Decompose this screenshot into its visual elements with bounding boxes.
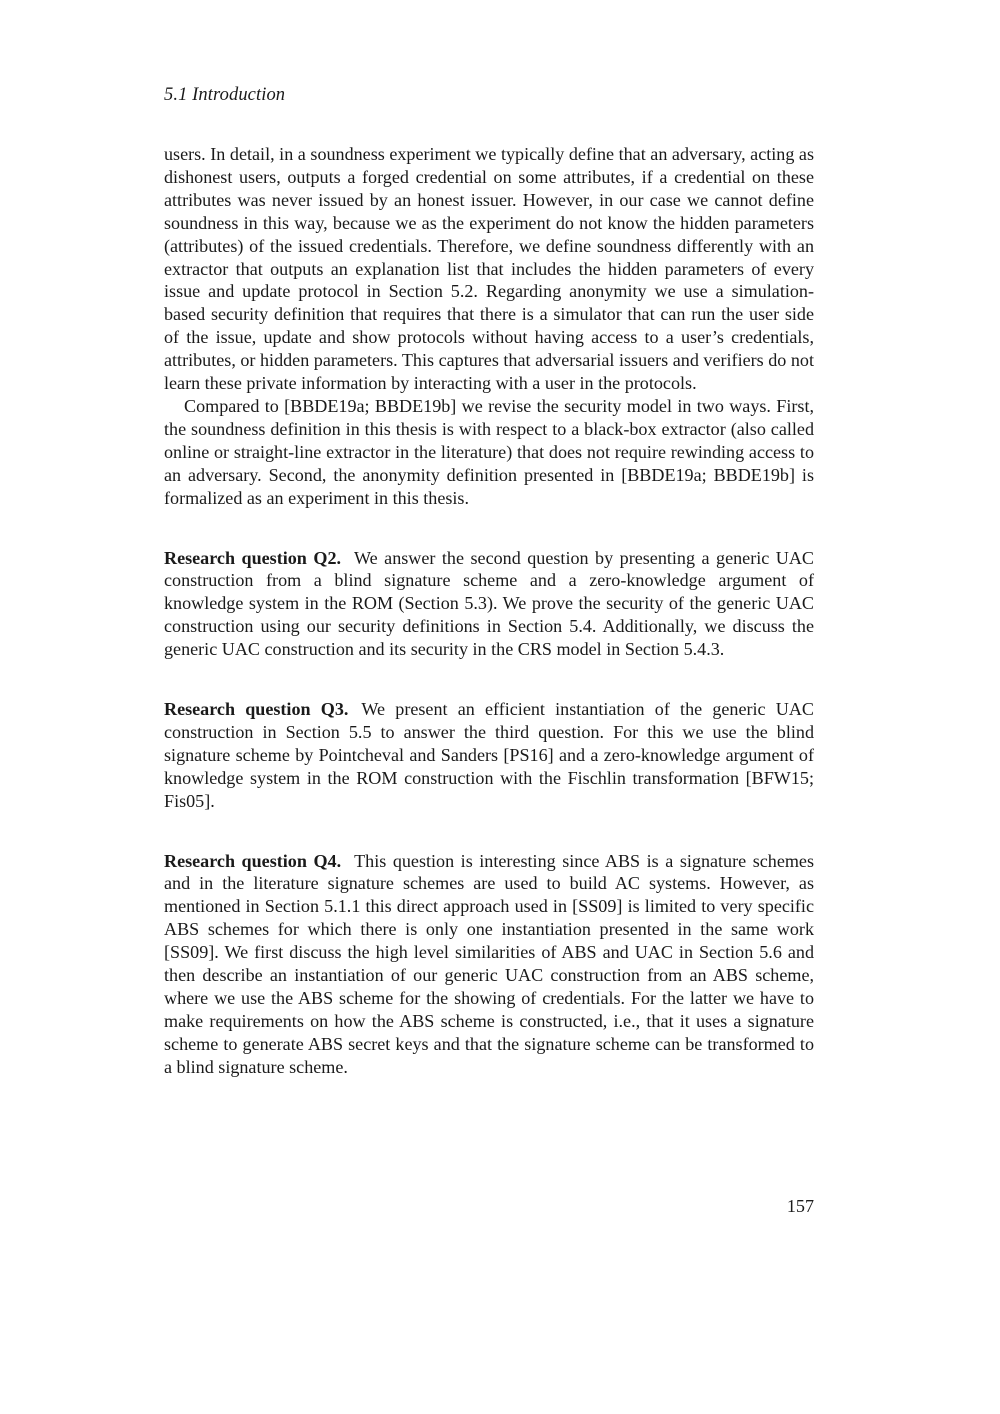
paragraph: Compared to [BBDE19a; BBDE19b] we revise the security model in two ways. First, the soundness definition in this thesis is with respect to a black-box extractor (also called online or straight-line extractor in the literature) that does not require rewinding access to an adversary. Second, the anonymity definition presented in [BBDE19a; BBDE19b] is formalized as an experiment in this thesis. <box>164 395 814 508</box>
research-question-title: Research question Q4. <box>164 850 342 871</box>
research-question-text: We present an efficient instantiation of the generic UAC construction in Section 5.5 to answer the third question. For this we use the blind signature scheme by Pointcheval and Sanders [PS16] and a zero-knowledge argument of knowledge system in the ROM construction with the Fischlin transformation [BFW15; Fis05]. <box>164 699 814 811</box>
research-question-text: We answer the second question by presenting a generic UAC construction from a blind signature scheme and a zero-knowledge argument of knowledge system in the ROM (Section 5.3). We prove the security of the generic UAC construction using our security definitions in Section 5.4. Additionally, we discuss the generic UAC construction and its security in the CRS model in Section 5.4.3. <box>164 547 814 660</box>
research-question-q4 <box>164 850 814 1079</box>
body-text <box>164 143 814 1079</box>
running-head: 5.1 Introduction <box>164 85 286 105</box>
page-number: 157 <box>786 1196 814 1216</box>
research-question-title: Research question Q2. <box>164 547 342 568</box>
research-question-q3 <box>164 698 814 813</box>
research-question-q2 <box>164 547 814 662</box>
paragraph: users. In detail, in a soundness experiment we typically define that an adversary, acting as dishonest users, outputs a forged credential on some attributes, if a credential on these attributes was never issued by an honest issuer. However, in our case we cannot define soundness in this way, because we as the experiment do not know the hidden parameters (attributes) of the issued credentials. Therefore, we define soundness differently with an extractor that outputs an explanation list that includes the hidden parameters of every issue and update protocol in Section 5.2. Regarding anonymity we use a simulation-based security definition that requires that there is a simulator that can run the user side of the issue, update and show protocols without having access to a user’s credentials, attributes, or hidden parameters. This captures that adversarial issuers and verifiers do not learn these private information by interacting with a user in the protocols. <box>164 144 814 394</box>
research-question-text: This question is interesting since ABS is a signature schemes and in the literature signature schemes are used to build AC systems. However, as mentioned in Section 5.1.1 this direct approach used in [SS09] is limited to very specific ABS schemes for which there is only one instantiation presented in the same work [SS09]. We first discuss the high level similarities of ABS and UAC in Section 5.6 and then describe an instantiation of our generic UAC construction from an ABS scheme, where we use the ABS scheme for the showing of credentials. For the latter we have to make requirements on how the ABS scheme is constructed, i.e., that it uses a signature scheme to generate ABS secret keys and that the signature scheme can be transformed to a blind signature scheme. <box>164 850 814 1077</box>
research-question-title: Research question Q3. <box>164 699 349 720</box>
